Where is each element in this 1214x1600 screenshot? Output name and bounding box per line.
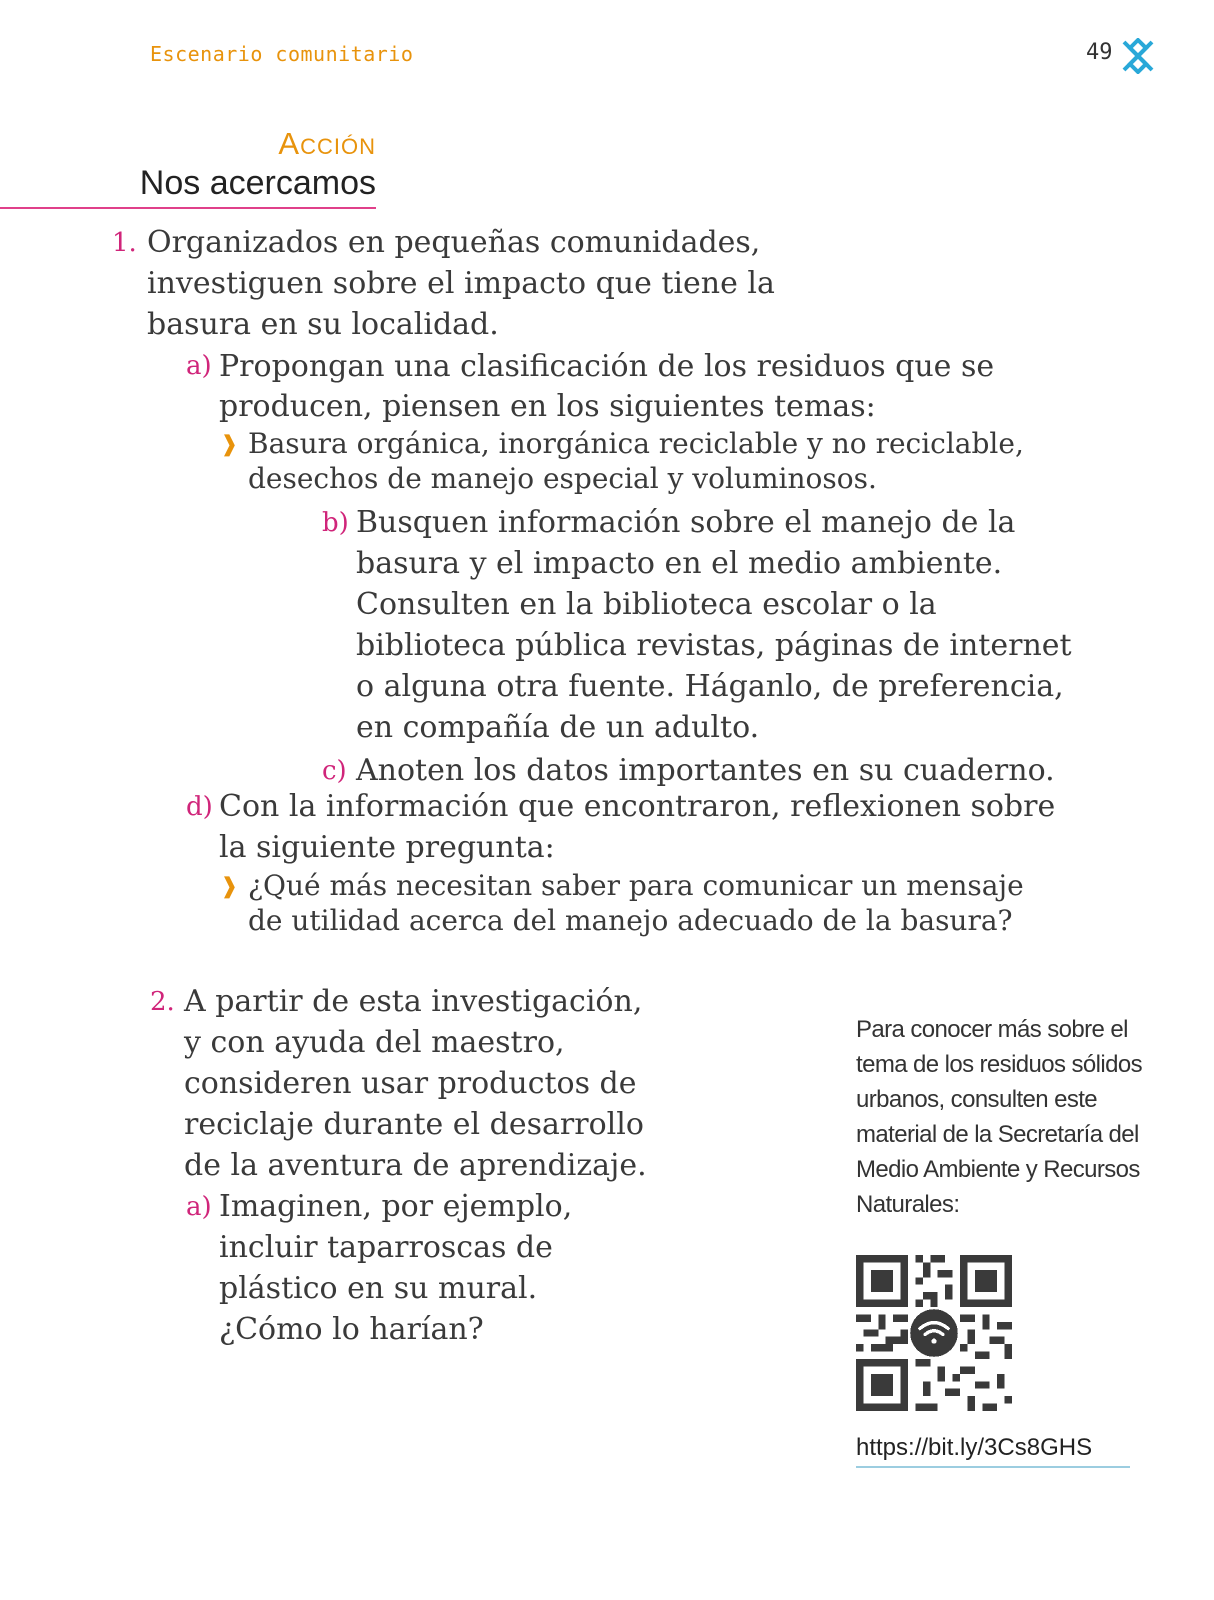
text-line: y con ayuda del maestro,: [184, 1025, 565, 1060]
text-line: basura y el impacto en el medio ambiente.: [356, 546, 1003, 581]
text-line: reciclaje durante el desarrollo: [184, 1107, 644, 1142]
text-line: A partir de esta investigación,: [184, 984, 643, 1019]
text-line: de utilidad acerca del manejo adecuado de la basura?: [248, 904, 1013, 937]
text-line: la siguiente pregunta:: [219, 830, 555, 865]
text-line: en compañía de un adulto.: [356, 710, 760, 745]
text-line: Con la información que encontraron, reflexionen sobre: [219, 789, 1056, 824]
subitem-b-text: [356, 502, 1072, 748]
item-text: [147, 222, 775, 345]
page-number: 49: [1086, 40, 1113, 65]
text-line: investiguen sobre el impacto que tiene la: [147, 266, 775, 301]
sidebar-line: urbanos, consulten este: [856, 1086, 1098, 1113]
text-line: ¿Cómo lo harían?: [219, 1312, 484, 1347]
resource-link[interactable]: https://bit.ly/3Cs8GHS: [856, 1434, 1093, 1461]
bullet-icon: ❱: [220, 432, 239, 457]
sidebar-note: [856, 1012, 1146, 1222]
subitem-a-text: [219, 1186, 572, 1350]
qr-code[interactable]: [856, 1255, 1012, 1411]
item-number: 2.: [150, 987, 175, 1017]
text-line: Imaginen, por ejemplo,: [219, 1189, 573, 1224]
subitem-marker: b): [322, 508, 349, 538]
text-line: de la aventura de aprendizaje.: [184, 1148, 647, 1183]
header-section-title: Escenario comunitario: [150, 42, 414, 66]
bullet-icon: ❱: [220, 874, 239, 899]
text-line: Basura orgánica, inorgánica reciclable y no reciclable,: [248, 427, 1024, 460]
sidebar-line: Naturales:: [856, 1191, 960, 1218]
text-line: consideren usar productos de: [184, 1066, 637, 1101]
sidebar-line: Para conocer más sobre el: [856, 1016, 1128, 1043]
section-title: Nos acercamos: [139, 164, 376, 202]
text-line: o alguna otra fuente. Háganlo, de preferencia,: [356, 669, 1064, 704]
text-line: desechos de manejo especial y voluminosos.: [248, 462, 877, 495]
text-line: biblioteca pública revistas, páginas de internet: [356, 628, 1072, 663]
text-line: incluir taparroscas de: [219, 1230, 553, 1265]
link-underline: [856, 1466, 1130, 1468]
section-label: Acción: [278, 126, 376, 161]
item-text: [184, 981, 647, 1186]
sidebar-line: material de la Secretaría del: [856, 1121, 1139, 1148]
subitem-a-bullet: [248, 426, 1024, 496]
text-line: Consulten en la biblioteca escolar o la: [356, 587, 937, 622]
subitem-a-text: [219, 346, 994, 426]
subitem-c-text: [356, 750, 1055, 791]
text-line: Busquen información sobre el manejo de la: [356, 505, 1016, 540]
text-line: producen, piensen en los siguientes temas:: [219, 389, 876, 424]
text-line: basura en su localidad.: [147, 307, 499, 342]
text-line: Anoten los datos importantes en su cuaderno.: [356, 753, 1055, 788]
text-line: Propongan una clasificación de los residuos que se: [219, 349, 995, 384]
text-line: Organizados en pequeñas comunidades,: [147, 225, 761, 260]
book-logo-icon: [1120, 38, 1156, 74]
subitem-marker: a): [186, 351, 212, 381]
sidebar-line: tema de los residuos sólidos: [856, 1051, 1143, 1078]
subitem-d-bullet: [248, 868, 1024, 938]
title-divider: [0, 207, 376, 209]
sidebar-line: Medio Ambiente y Recursos: [856, 1156, 1140, 1183]
text-line: ¿Qué más necesitan saber para comunicar un mensaje: [248, 869, 1024, 902]
subitem-d-text: [219, 786, 1055, 868]
subitem-marker: a): [186, 1192, 212, 1222]
text-line: plástico en su mural.: [219, 1271, 538, 1306]
item-number: 1.: [112, 228, 137, 258]
subitem-marker: d): [186, 792, 213, 822]
subitem-marker: c): [322, 756, 347, 786]
